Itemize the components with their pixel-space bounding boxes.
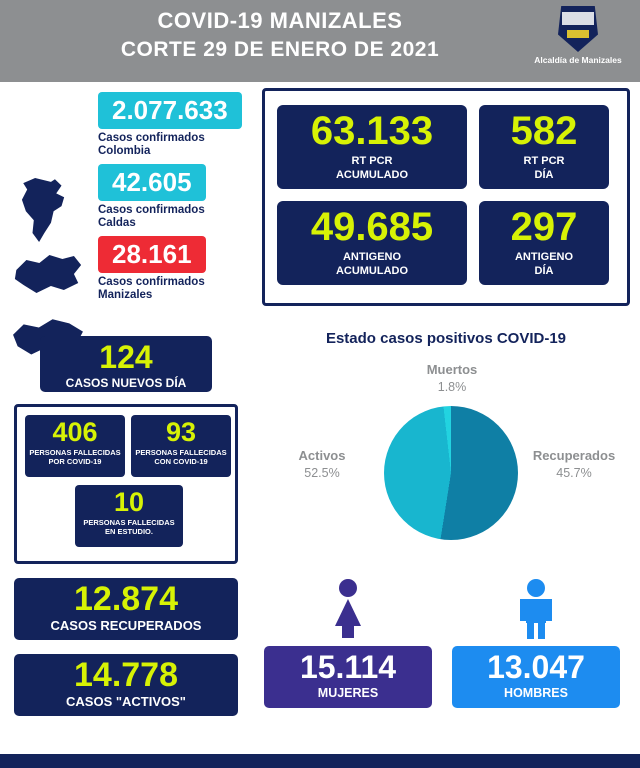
rtpcr-dia-label-1: RT PCR [523,155,565,167]
stat-colombia [98,92,242,158]
footer-strip [0,754,640,768]
pie-chart-title: Estado casos positivos COVID-19 [325,330,567,347]
stat-caldas-value: 42.605 [98,164,206,201]
stat-antigeno-acumulado [277,201,467,285]
gender-men-value: 13.047 [487,649,585,685]
rtpcr-dia-value: 582 [510,109,578,153]
activos-label: CASOS "ACTIVOS" [66,694,186,709]
caldas-map-icon [12,252,84,302]
page-title: COVID-19 MANIZALES [157,8,403,33]
man-icon [452,578,620,640]
stat-caldas [98,164,206,230]
pie-label-activos-name: Activos [298,448,346,463]
antigeno-acumulado-label-1: ANTIGENO [342,251,402,263]
stat-antigeno-dia [479,201,609,285]
fallecidos-estudio-value: 10 [113,487,145,517]
stat-casos-nuevos [40,336,212,392]
fallecidos-por-label: PERSONAS FALLECIDAS POR COVID-19 [29,448,121,467]
rtpcr-acumulado-label-1: RT PCR [351,155,393,167]
stat-manizales-caption-1: Casos confirmados [98,276,205,288]
stat-manizales-caption-2: Manizales [98,289,153,302]
rtpcr-dia-label-2: DÍA [534,168,554,181]
antigeno-dia-label-1: ANTIGENO [514,251,574,263]
pie-label-muertos [390,362,514,394]
pie-label-muertos-value: 1.8% [437,380,467,394]
rtpcr-acumulado-value: 63.133 [310,109,434,153]
stat-rtpcr-acumulado [277,105,467,189]
crest-label: Alcaldía de Manizales [534,55,622,65]
shield-crest-icon [558,6,598,52]
page-subtitle: CORTE 29 DE ENERO DE 2021 [120,38,440,61]
pie-label-activos-value: 52.5% [304,466,340,480]
fallecidos-con-label: PERSONAS FALLECIDAS CON COVID-19 [135,448,227,467]
header-titles [0,8,560,62]
gender-women-value: 15.114 [299,649,397,685]
city-crest [530,6,626,65]
gender-men [452,578,620,708]
gender-men-box [452,646,620,708]
stat-manizales [98,236,206,302]
pie-label-recuperados-name: Recuperados [532,448,616,463]
stat-manizales-value: 28.161 [98,236,206,273]
antigeno-dia-label-2: DÍA [534,264,554,277]
stat-caldas-caption-2: Caldas [98,217,136,230]
stat-rtpcr-dia [479,105,609,189]
fallecidos-por-value: 406 [52,417,98,447]
pie-label-muertos-name: Muertos [426,362,478,377]
rtpcr-acumulado-label-2: ACUMULADO [335,168,409,181]
antigeno-acumulado-value: 49.685 [310,205,434,249]
gender-women-label: MUJERES [317,686,379,700]
stat-caldas-caption-1: Casos confirmados [98,204,205,216]
gender-women [264,578,432,708]
casos-nuevos-label: CASOS NUEVOS DÍA [65,376,187,390]
pie-label-recuperados [518,448,630,480]
woman-icon [264,578,432,640]
pie-chart [262,356,630,576]
fallecidos-panel [14,404,238,564]
gender-section [258,578,634,738]
header-bar [0,0,640,82]
pruebas-panel [262,88,630,306]
antigeno-acumulado-label-2: ACUMULADO [335,264,409,277]
stat-fallecidos-estudio [75,485,183,547]
stat-recuperados [14,578,238,640]
pie-chart-disc [384,406,518,540]
pie-label-recuperados-value: 45.7% [556,466,592,480]
stat-colombia-caption-2: Colombia [98,145,151,158]
recuperados-value: 12.874 [74,580,178,618]
stat-colombia-value: 2.077.633 [98,92,242,129]
stat-colombia-caption-1: Casos confirmados [98,132,205,144]
stat-fallecidos-por [25,415,125,477]
stat-fallecidos-con [131,415,231,477]
casos-nuevos-value: 124 [99,339,153,375]
activos-value: 14.778 [74,656,178,694]
pie-label-activos [266,448,378,480]
colombia-map-icon [14,178,80,242]
stat-activos [14,654,238,716]
antigeno-dia-value: 297 [510,205,578,249]
fallecidos-con-value: 93 [165,417,197,447]
fallecidos-estudio-label: PERSONAS FALLECIDAS EN ESTUDIO. [83,518,175,537]
gender-women-box [264,646,432,708]
recuperados-label: CASOS RECUPERADOS [50,618,202,633]
gender-men-label: HOMBRES [504,686,568,700]
